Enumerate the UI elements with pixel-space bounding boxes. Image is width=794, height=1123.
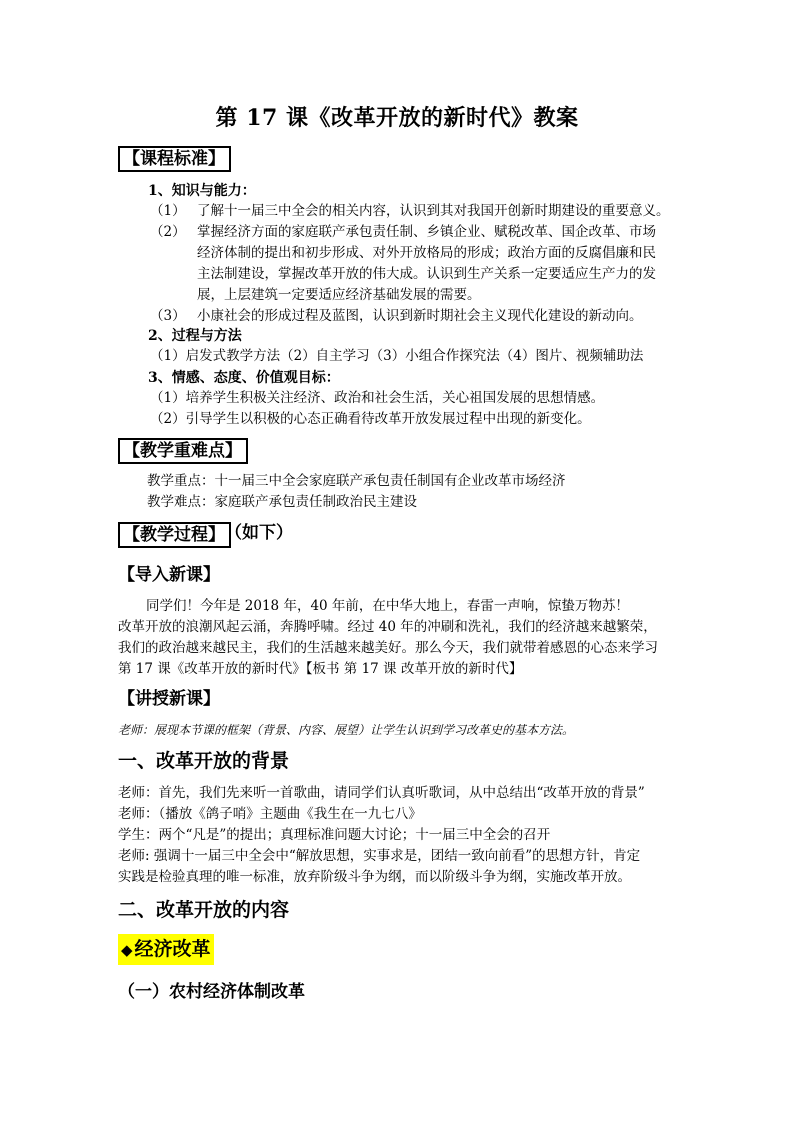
background-line-4: 老师: 强调十一届三中全会中“解放思想，实事求是，团结一致向前看”的思想方针，肯定 — [118, 848, 641, 864]
emotion-item-2: （2）引导学生以积极的心态正确看待改革开放发展过程中出现的新变化。 — [150, 411, 591, 427]
diamond-icon: ◆ — [121, 941, 133, 959]
teaching-focus: 教学重点：十一届三中全会家庭联产承包责任制国有企业改革市场经济 — [147, 473, 566, 489]
section-label-standards: 【课程标准】 — [118, 146, 231, 172]
page-title: 第 17 课《改革开放的新时代》教案 — [215, 105, 579, 131]
knowledge-item-3-num: （3） — [150, 308, 186, 324]
process-suffix: （如下） — [225, 523, 293, 543]
process-method-text: （1）启发式教学方法（2）自主学习（3）小组合作探究法（4）图片、视频辅助法 — [150, 348, 644, 364]
background-line-3: 学生：两个“凡是”的提出；真理标准问题大讨论；十一届三中全会的召开 — [118, 827, 551, 843]
lecture-note: 老师：展现本节课的框架（背景、内容、展望）让学生认识到学习改革史的基本方法。 — [118, 723, 575, 737]
teaching-difficulty: 教学难点：家庭联产承包责任制政治民主建设 — [147, 494, 417, 510]
knowledge-item-1-num: （1） — [150, 203, 186, 219]
background-line-5: 实践是检验真理的唯一标准，放弃阶级斗争为纲，而以阶级斗争为纲，实施改革开放。 — [118, 869, 631, 885]
knowledge-item-2-line-4: 展，上层建筑一定要适应经济基础发展的需要。 — [197, 287, 481, 303]
knowledge-item-2-num: （2） — [150, 224, 186, 240]
intro-line-4: 第 17 课《改革开放的新时代》【板书 第 17 课 改革开放的新时代】 — [118, 661, 523, 677]
intro-heading: 【导入新课】 — [118, 565, 220, 585]
emotion-item-1: （1）培养学生积极关注经济、政治和社会生活，关心祖国发展的思想情感。 — [150, 390, 605, 406]
knowledge-item-1-text: 了解十一届三中全会的相关内容，认识到其对我国开创新时期建设的重要意义。 — [197, 203, 670, 219]
content-heading: 二、改革开放的内容 — [118, 899, 290, 921]
knowledge-heading: 1、知识与能力： — [148, 183, 256, 199]
background-heading: 一、改革开放的背景 — [118, 750, 290, 772]
economic-reform-label — [118, 934, 214, 965]
background-line-1: 老师：首先，我们先来听一首歌曲，请同学们认真听歌词，从中总结出“改革开放的背景” — [118, 785, 645, 801]
knowledge-item-2-line-3: 主法制建设，掌握改革开放的伟大成。认识到生产关系一定要适应生产力的发 — [197, 266, 656, 282]
lecture-heading: 【讲授新课】 — [118, 689, 220, 709]
process-method-heading: 2、过程与方法 — [148, 328, 242, 344]
knowledge-item-3-text: 小康社会的形成过程及蓝图，认识到新时期社会主义现代化建设的新动向。 — [197, 308, 643, 324]
section-label-process: 【教学过程】 — [118, 522, 231, 548]
intro-line-1: 同学们！今年是 2018 年，40 年前，在中华大地上，春雷一声响，惊蛰万物苏！ — [146, 598, 629, 614]
intro-line-3: 我们的政治越来越民主，我们的生活越来越美好。那么今天，我们就带着感恩的心态来学习 — [118, 640, 658, 656]
knowledge-item-2-line-1: 掌握经济方面的家庭联产承包责任制、乡镇企业、赋税改革、国企改革、市场 — [197, 224, 656, 240]
intro-line-2: 改革开放的浪潮风起云涌，奔腾呼啸。经过 40 年的冲刷和洗礼，我们的经济越来越繁荣， — [118, 619, 657, 635]
emotion-heading: 3、情感、态度、价值观目标： — [148, 370, 340, 386]
rural-reform-heading: （一）农村经济体制改革 — [118, 982, 305, 1002]
economic-reform-text: 经济改革 — [134, 938, 211, 960]
section-label-keypoints: 【教学重难点】 — [118, 438, 248, 464]
background-line-2: 老师：（播放《鸽子哨》主题曲《我生在一九七八》 — [118, 806, 422, 822]
knowledge-item-2-line-2: 经济体制的提出和初步形成、对外开放格局的形成；政治方面的反腐倡廉和民 — [197, 245, 656, 261]
